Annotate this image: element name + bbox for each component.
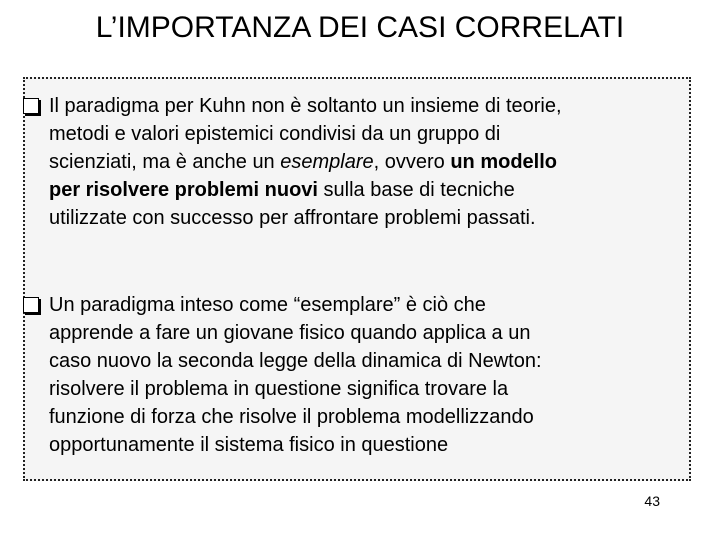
bullet-text-2: Un paradigma inteso come “esemplare” è ciò che apprende a fare un giovane fisico quando applica a un caso nuovo la seconda legge della dinamica di Newton: risolvere il problema in questione significa trovare la funzione di forza che risolve il problema modellizzando opportunamente il sistema fisico in questione — [49, 294, 542, 456]
bullet-item-1 — [25, 92, 685, 232]
bullet-text-1: Il paradigma per Kuhn non è soltanto un insieme di teorie, metodi e valori epistemici condivisi da un gruppo di scienziati, ma è anche un esemplare, ovvero un modello per risolvere problemi nuovi sulla base di tecniche utilizzate con successo per affrontare problemi passati. — [49, 95, 562, 229]
checkbox-bullet-icon — [23, 297, 39, 313]
checkbox-bullet-icon — [23, 98, 39, 114]
bullet-item-2 — [25, 291, 685, 459]
content-panel — [23, 77, 691, 481]
slide-title: L’IMPORTANZA DEI CASI CORRELATI — [95, 11, 625, 44]
page-number: 43 — [644, 493, 660, 509]
